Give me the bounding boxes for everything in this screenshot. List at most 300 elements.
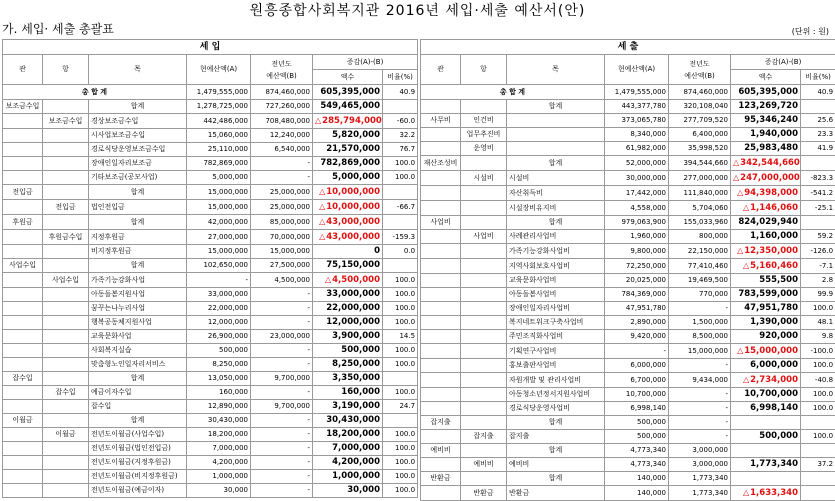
gwan-cell	[3, 344, 43, 358]
prev-budget-cell: 770,000	[669, 288, 731, 302]
table-row	[3, 288, 418, 302]
table-row	[3, 273, 418, 288]
hang-cell	[461, 201, 507, 216]
current-budget-cell: 22,000,000	[187, 302, 251, 316]
decrease-triangle-icon: △	[319, 217, 325, 226]
change-rate-cell: 14.5	[383, 330, 418, 344]
table-row	[421, 316, 835, 330]
expenditure-table	[420, 39, 835, 501]
prev-budget-cell: 111,840,000	[669, 186, 731, 201]
header-current-budget: 현예산액(A)	[187, 55, 251, 85]
change-amount-value: 500,000	[759, 431, 798, 441]
gwan-cell	[421, 430, 461, 444]
decrease-triangle-icon: △	[319, 232, 325, 241]
decrease-triangle-icon: △	[737, 346, 743, 355]
mok-cell: 행복공동체지원사업	[89, 316, 187, 330]
header-change: 증감(A)-(B)	[731, 55, 835, 70]
hang-cell	[43, 288, 89, 302]
hang-cell	[43, 442, 89, 456]
hang-cell	[43, 215, 89, 230]
prev-budget-cell: -	[251, 414, 313, 428]
change-rate-cell	[801, 472, 835, 486]
current-budget-cell: 4,773,340	[605, 458, 669, 472]
table-row	[3, 386, 418, 400]
prev-budget-cell: -	[251, 484, 313, 498]
mok-cell: 법인전입금	[89, 200, 187, 215]
mok-cell: 장애인일자리사업비	[507, 302, 605, 316]
change-amount-value: 1,773,340	[750, 459, 798, 469]
hang-cell: 사업비	[461, 230, 507, 244]
header-change: 증감(A)-(B)	[313, 55, 418, 70]
change-amount-value: 1,940,000	[750, 129, 798, 139]
gwan-cell	[421, 458, 461, 472]
table-row	[421, 416, 835, 430]
mok-cell: 합계	[507, 472, 605, 486]
hang-cell	[461, 316, 507, 330]
prev-budget-cell: 6,400,000	[669, 128, 731, 142]
change-amount-cell	[313, 157, 383, 171]
change-amount-cell	[313, 200, 383, 215]
table-row	[421, 274, 835, 288]
change-amount-value: 18,200,000	[326, 429, 380, 439]
grand-total-prev: 874,460,000	[251, 85, 313, 100]
hang-cell	[461, 100, 507, 114]
decrease-triangle-icon: △	[733, 173, 739, 182]
table-row	[421, 458, 835, 472]
prev-budget-cell: 1,773,340	[669, 486, 731, 501]
hang-cell	[461, 216, 507, 230]
table-row	[3, 484, 418, 498]
change-amount-value: 8,250,000	[332, 359, 380, 369]
change-rate-cell: -7.1	[801, 259, 835, 274]
decrease-triangle-icon: △	[319, 202, 325, 211]
change-amount-cell	[731, 201, 801, 216]
change-amount-cell	[731, 259, 801, 274]
change-amount-cell	[313, 344, 383, 358]
change-rate-cell: 100.0	[383, 386, 418, 400]
current-budget-cell: 1,960,000	[605, 230, 669, 244]
prev-budget-cell: 727,260,000	[251, 100, 313, 114]
prev-budget-cell: -	[251, 442, 313, 456]
table-row	[3, 400, 418, 414]
prev-budget-cell: 800,000	[669, 230, 731, 244]
change-amount-value: 30,430,000	[326, 415, 380, 425]
mok-cell: 교육문화사업비	[507, 274, 605, 288]
gwan-cell	[3, 114, 43, 129]
change-rate-cell	[383, 215, 418, 230]
current-budget-cell: 61,982,000	[605, 142, 669, 156]
change-rate-cell: 100.0	[383, 316, 418, 330]
table-row	[3, 414, 418, 428]
change-amount-cell	[731, 244, 801, 259]
prev-budget-cell: 23,000,000	[251, 330, 313, 344]
gwan-cell	[421, 259, 461, 274]
change-amount-value: 15,000,000	[744, 346, 798, 356]
gwan-cell	[3, 245, 43, 259]
change-amount-value: 25,983,480	[744, 143, 798, 153]
grand-total-label: 총 합 계	[3, 85, 187, 100]
table-row	[3, 442, 418, 456]
mok-cell: 예비비	[507, 458, 605, 472]
current-budget-cell: 6,700,000	[605, 373, 669, 388]
table-row	[3, 344, 418, 358]
prev-budget-cell: -	[669, 416, 731, 430]
table-row	[421, 344, 835, 359]
mok-cell: 교육문화사업	[89, 330, 187, 344]
table-row	[421, 472, 835, 486]
hang-cell	[43, 484, 89, 498]
table-row	[421, 444, 835, 458]
change-amount-value: 1,633,340	[750, 488, 798, 498]
table-row	[3, 302, 418, 316]
change-rate-cell	[801, 486, 835, 501]
change-amount-value: 549,465,000	[320, 101, 380, 111]
prev-budget-cell: 27,500,000	[251, 259, 313, 273]
change-amount-cell	[313, 470, 383, 484]
header-amount: 액수	[313, 70, 383, 85]
current-budget-cell: 15,000,000	[187, 200, 251, 215]
hang-cell	[43, 414, 89, 428]
gwan-cell	[421, 288, 461, 302]
prev-budget-cell: -	[251, 288, 313, 302]
change-rate-cell: 100.0	[383, 344, 418, 358]
prev-budget-cell: -	[251, 171, 313, 185]
current-budget-cell: 20,025,000	[605, 274, 669, 288]
prev-budget-cell: -	[251, 358, 313, 372]
mok-cell: 복지네트워크구축사업비	[507, 316, 605, 330]
mok-cell: 기획연구사업비	[507, 344, 605, 359]
grand-total-current: 1,479,555,000	[605, 85, 669, 100]
hang-cell	[461, 330, 507, 344]
mok-cell	[507, 142, 605, 156]
current-budget-cell: 52,000,000	[605, 156, 669, 171]
current-budget-cell: 140,000	[605, 486, 669, 501]
prev-budget-cell: 35,998,520	[669, 142, 731, 156]
gwan-cell: 이월금	[3, 414, 43, 428]
gwan-cell: 후원금	[3, 215, 43, 230]
mok-cell: 지역사회보호사업비	[507, 259, 605, 274]
change-amount-cell	[731, 316, 801, 330]
change-amount-value: 21,570,000	[326, 144, 380, 154]
change-amount-value: 1,160,000	[750, 231, 798, 241]
hang-cell: 반환금	[461, 486, 507, 501]
prev-budget-cell: 9,434,000	[669, 373, 731, 388]
mok-cell: 합계	[89, 185, 187, 200]
decrease-triangle-icon: △	[743, 375, 749, 384]
current-budget-cell: 15,000,000	[187, 185, 251, 200]
change-rate-cell: 9.8	[801, 330, 835, 344]
current-budget-cell: 12,000,000	[187, 316, 251, 330]
change-rate-cell: 100.0	[383, 302, 418, 316]
revenue-table	[2, 39, 417, 498]
mok-cell: 합계	[89, 372, 187, 386]
mok-cell: 자원개발 및 관리사업비	[507, 373, 605, 388]
gwan-cell	[3, 288, 43, 302]
mok-cell: 기타보조금(공모사업)	[89, 171, 187, 185]
current-budget-cell: 140,000	[605, 472, 669, 486]
change-amount-value: 47,951,780	[744, 303, 798, 313]
change-amount-cell	[313, 215, 383, 230]
prev-budget-cell: -	[669, 388, 731, 402]
change-rate-cell	[383, 185, 418, 200]
change-amount-cell	[731, 458, 801, 472]
gwan-cell: 반환금	[421, 472, 461, 486]
change-amount-value: 160,000	[341, 387, 380, 397]
change-rate-cell: 100.0	[801, 430, 835, 444]
change-rate-cell: -100.0	[801, 344, 835, 359]
mok-cell: 시설장비유지비	[507, 201, 605, 216]
mok-cell: 합계	[507, 416, 605, 430]
header-rate: 비율(%)	[383, 70, 418, 85]
change-rate-cell: 100.0	[801, 302, 835, 316]
table-row	[421, 402, 835, 416]
mok-cell: 시설비	[507, 171, 605, 186]
mok-cell: 주민조직화사업비	[507, 330, 605, 344]
hang-cell: 운영비	[461, 142, 507, 156]
change-rate-cell: 100.0	[383, 157, 418, 171]
change-amount-cell	[731, 444, 801, 458]
mok-cell	[507, 114, 605, 128]
current-budget-cell: 979,063,900	[605, 216, 669, 230]
current-budget-cell: 12,890,000	[187, 400, 251, 414]
change-rate-cell: -823.3	[801, 171, 835, 186]
change-amount-cell	[731, 359, 801, 373]
hang-cell: 보조금수입	[43, 114, 89, 129]
change-amount-cell	[731, 302, 801, 316]
change-rate-cell	[801, 100, 835, 114]
current-budget-cell: 6,000,000	[605, 359, 669, 373]
prev-budget-cell: 25,000,000	[251, 185, 313, 200]
current-budget-cell: 4,558,000	[605, 201, 669, 216]
gwan-cell	[3, 400, 43, 414]
prev-budget-cell: -	[251, 344, 313, 358]
hang-cell	[461, 416, 507, 430]
change-amount-value: 3,190,000	[332, 401, 380, 411]
prev-budget-cell: -	[669, 402, 731, 416]
table-row	[421, 359, 835, 373]
hang-cell	[43, 372, 89, 386]
mok-cell: 전년도이월금(사업수입)	[89, 428, 187, 442]
current-budget-cell: 7,000,000	[187, 442, 251, 456]
change-amount-cell	[313, 129, 383, 143]
gwan-cell	[3, 143, 43, 157]
mok-cell: 잡수입	[89, 400, 187, 414]
decrease-triangle-icon: △	[733, 158, 739, 167]
grand-total-rate: 40.9	[383, 85, 418, 100]
change-rate-cell: -40.8	[801, 373, 835, 388]
hang-cell: 전입금	[43, 200, 89, 215]
change-amount-value: 824,029,940	[738, 217, 798, 227]
hang-cell	[461, 156, 507, 171]
change-rate-cell: 32.2	[383, 129, 418, 143]
change-amount-value: 10,700,000	[744, 389, 798, 399]
change-amount-cell	[731, 288, 801, 302]
table-row	[3, 129, 418, 143]
gwan-cell	[421, 201, 461, 216]
prev-budget-cell: 4,500,000	[251, 273, 313, 288]
change-amount-value: 10,000,000	[326, 187, 380, 197]
table-row	[421, 244, 835, 259]
current-budget-cell: 782,869,000	[187, 157, 251, 171]
mok-cell: 전년도이월금(지정후원금)	[89, 456, 187, 470]
change-amount-cell	[313, 230, 383, 245]
change-amount-cell	[731, 216, 801, 230]
hang-cell	[43, 129, 89, 143]
change-amount-value: 6,000,000	[750, 360, 798, 370]
hang-cell: 업무추진비	[461, 128, 507, 142]
current-budget-cell: 72,250,000	[605, 259, 669, 274]
change-amount-value: 5,820,000	[332, 130, 380, 140]
current-budget-cell: 500,000	[187, 344, 251, 358]
gwan-cell	[421, 402, 461, 416]
change-amount-value: 3,900,000	[332, 331, 380, 341]
gwan-cell	[3, 428, 43, 442]
gwan-cell	[421, 230, 461, 244]
change-rate-cell	[801, 416, 835, 430]
prev-budget-cell: 320,108,040	[669, 100, 731, 114]
prev-budget-cell: -	[669, 302, 731, 316]
change-rate-cell: 100.0	[383, 273, 418, 288]
gwan-cell	[3, 358, 43, 372]
current-budget-cell: 9,800,000	[605, 244, 669, 259]
change-rate-cell	[801, 156, 835, 171]
mok-cell	[507, 128, 605, 142]
change-rate-cell: 100.0	[383, 484, 418, 498]
change-rate-cell: 100.0	[801, 388, 835, 402]
table-row	[3, 200, 418, 215]
change-amount-value: 285,794,000	[322, 116, 382, 126]
gwan-cell	[421, 316, 461, 330]
change-amount-cell	[313, 358, 383, 372]
current-budget-cell: 443,377,780	[605, 100, 669, 114]
change-rate-cell: -25.1	[801, 201, 835, 216]
prev-budget-cell: 15,000,000	[251, 245, 313, 259]
hang-cell: 인건비	[461, 114, 507, 128]
hang-cell	[461, 186, 507, 201]
mok-cell: 지정후원금	[89, 230, 187, 245]
mok-cell: 비지정후원금	[89, 245, 187, 259]
change-rate-cell: 37.2	[801, 458, 835, 472]
change-amount-value: 4,200,000	[332, 457, 380, 467]
change-rate-cell: 100.0	[383, 470, 418, 484]
hang-cell	[461, 402, 507, 416]
gwan-cell	[421, 142, 461, 156]
header-prev-budget: 전년도 예산액(B)	[669, 55, 731, 85]
prev-budget-cell: 70,000,000	[251, 230, 313, 245]
prev-budget-cell: 277,000,000	[669, 171, 731, 186]
header-mok: 목	[507, 55, 605, 85]
prev-budget-cell: 8,500,000	[669, 330, 731, 344]
change-amount-value: 123,269,720	[738, 101, 798, 111]
table-row	[3, 100, 418, 114]
mok-cell: 합계	[89, 100, 187, 114]
change-amount-cell	[313, 143, 383, 157]
prev-budget-cell: 25,000,000	[251, 200, 313, 215]
gwan-cell	[3, 470, 43, 484]
change-amount-value: 342,544,660	[740, 158, 800, 168]
change-rate-cell: 0.0	[383, 245, 418, 259]
header-gwan: 관	[3, 55, 43, 85]
gwan-cell	[3, 316, 43, 330]
change-rate-cell	[801, 216, 835, 230]
change-amount-value: 10,000,000	[326, 202, 380, 212]
left-grid	[2, 39, 418, 498]
hang-cell	[43, 185, 89, 200]
table-row	[421, 288, 835, 302]
mok-cell: 전년도이월금(법인전입금)	[89, 442, 187, 456]
hang-cell	[461, 472, 507, 486]
change-rate-cell: 100.0	[383, 358, 418, 372]
gwan-cell	[3, 302, 43, 316]
gwan-cell: 예비비	[421, 444, 461, 458]
change-amount-cell	[731, 344, 801, 359]
mok-cell: 합계	[507, 156, 605, 171]
current-budget-cell: 6,998,140	[605, 402, 669, 416]
table-row	[3, 259, 418, 273]
change-amount-cell	[731, 114, 801, 128]
hang-cell	[461, 244, 507, 259]
prev-budget-cell: 3,000,000	[669, 444, 731, 458]
change-amount-value: 2,734,000	[750, 375, 798, 385]
change-amount-value: 247,000,000	[740, 173, 800, 183]
header-hang: 항	[43, 55, 89, 85]
table-row	[421, 142, 835, 156]
change-rate-cell: 100.0	[383, 442, 418, 456]
hang-cell: 잡수입	[43, 386, 89, 400]
current-budget-cell: 33,000,000	[187, 288, 251, 302]
change-amount-value: 1,000,000	[332, 471, 380, 481]
current-budget-cell: 442,486,000	[187, 114, 251, 129]
table-row	[3, 456, 418, 470]
change-rate-cell: 99.9	[801, 288, 835, 302]
change-amount-cell	[731, 142, 801, 156]
hang-cell	[43, 358, 89, 372]
unit-label: (단위 : 원)	[792, 26, 829, 37]
change-amount-value: 920,000	[759, 331, 798, 341]
hang-cell: 잡지출	[461, 430, 507, 444]
table-row	[421, 259, 835, 274]
mok-cell: 자산취득비	[507, 186, 605, 201]
change-amount-cell	[313, 100, 383, 114]
page-title: 원흥종합사회복지관 2016년 세입·세출 예산서(안)	[0, 0, 835, 22]
current-budget-cell: 4,773,340	[605, 444, 669, 458]
right-grid	[420, 39, 835, 501]
current-budget-cell: 25,110,000	[187, 143, 251, 157]
hang-cell	[461, 373, 507, 388]
mok-cell: 맞춤형노인일자리서비스	[89, 358, 187, 372]
current-budget-cell: 13,050,000	[187, 372, 251, 386]
mok-cell: 사례관리사업비	[507, 230, 605, 244]
table-row	[3, 428, 418, 442]
change-amount-value: 95,346,240	[744, 115, 798, 125]
change-amount-value: 5,000,000	[332, 172, 380, 182]
change-amount-cell	[313, 302, 383, 316]
table-row	[421, 230, 835, 244]
grand-total-prev: 874,460,000	[669, 85, 731, 100]
change-amount-value: 500,000	[341, 345, 380, 355]
change-amount-cell	[313, 114, 383, 129]
table-row	[421, 388, 835, 402]
prev-budget-cell: 277,709,520	[669, 114, 731, 128]
current-budget-cell: 4,200,000	[187, 456, 251, 470]
current-budget-cell: 8,340,000	[605, 128, 669, 142]
current-budget-cell: 1,278,725,000	[187, 100, 251, 114]
prev-budget-cell: 15,000,000	[669, 344, 731, 359]
mok-cell: 아동청소년정서지원사업비	[507, 388, 605, 402]
mok-cell: 합계	[507, 444, 605, 458]
hang-cell	[461, 302, 507, 316]
table-row	[421, 201, 835, 216]
